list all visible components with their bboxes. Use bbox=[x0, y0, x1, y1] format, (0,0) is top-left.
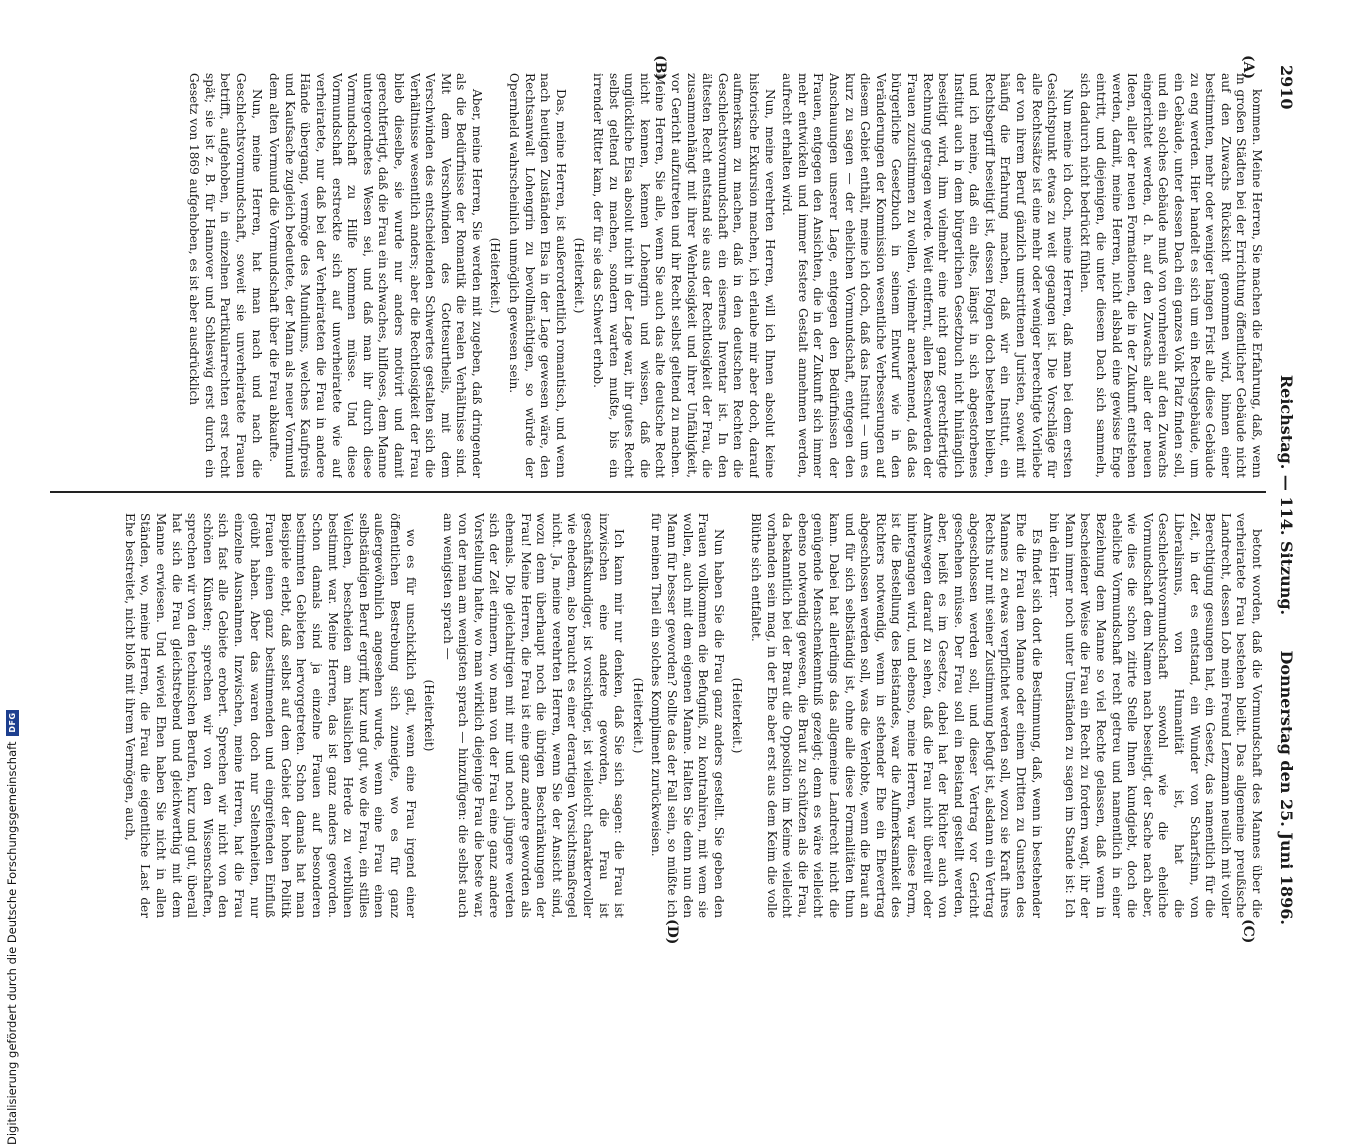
stage-direction: (Heiterkeit.) bbox=[630, 677, 645, 754]
margin-marker-c: (C) bbox=[1240, 919, 1256, 944]
page-number: 2910 bbox=[1277, 65, 1296, 110]
paragraph: Ich kann mir nur denken, daß Sie sich sagen: die Frau ist inzwischen eine andere geworden, die Frau ist geschäftskundiger, ist vorsichtiger, ist vielleicht charaktervoller wie ehedem, also braucht es einer derartigen Vorsichtsmaßregel nicht. Ja, meine verehrten Herren, wenn Sie der Ansicht sind, wozu denn überhaupt noch die übrigen Beschränkungen der Frau! Meine Herren, die Frau ist eine ganz andere geworden als ehemals. Die gleichaltrigen mit mir und noch jüngere werden sich der Zeit erinnern, wo man von der Frau eine ganz andere Vorstellung hatte, wo man wirklich diejenige Frau die beste war, von der man am wenigsten sprach — hinzufügen: die selbst auch am wenigsten sprach — bbox=[440, 513, 627, 918]
paragraph: betont worden, daß die Vormundschaft des Mannes über die verheiratete Frau bestehen bleibt. Das allgemeine preußische Landrecht, dessen Lob mein Freund Lenzmann neulich mit voller Berechtigung gesungen hat, ein Gesetz, das namentlich für die Zeit, in der es entstand, ein Wunder von Scharfsinn, von Liberalismus, von Humanität ist, hat die Geschlechtsvormundschaft sowohl wie die eheliche Vormundschaft dem Namen nach beseitigt, der Sache nach aber, wie dies die schon zitirte Stelle Ihnen kundgiebt, doch die eheliche Vormundschaft recht getreu und namentlich in einer Beziehung dem Manne so viel Rechte gelassen, daß wenn in bescheidener Weise die Frau ein Recht zu fordern wagt, ihr der Mann immer noch unter Umständen zu sagen im Stande ist: Ich bin dein Herr. bbox=[1047, 513, 1264, 918]
margin-marker-b: (B) bbox=[652, 55, 668, 81]
paragraph: kommen. Meine Herren, Sie machen die Erfahrung, daß, wenn in großen Städten bei der Errichtung öffentlicher Gebäude nicht auf den Zuwachs Rücksicht genommen wird, binnen einer bestimmten, mehr oder weniger langen Frist alle diese Gebäude zu eng werden. Hier handelt es sich um ein Rechtsgebäude, um ein Gebäude, unter dessen Dach ein ganzes Volk Platz finden soll, und ein solches Gebäude muß von vornherein auf den Zuwachs eingerichtet werden, d. h. auf den Zuwachs aller der neuen Ideen, aller der neuen Formationen, die in der Zukunft entstehen werden, damit, meine Herren, nicht alsbald eine gewisse Enge eintritt, und diejenigen, die unter diesem Dach sich sammeln, sich dadurch nicht bedrückt fühlen. bbox=[1078, 73, 1264, 478]
session-date: Donnerstag den 25. Juni 1896. bbox=[1277, 650, 1296, 925]
digitization-credit bbox=[2, 445, 22, 1145]
paragraph: Das, meine Herren, ist außerordentlich romantisch, und wenn nach heutigen Zuständen Elsa in der Lage gewesen wäre, den Rechtsanwalt Lohengrin zu bevollmächtigen, so würde der Opernheld wahrscheinlich unmöglich gewesen sein. bbox=[507, 73, 568, 478]
right-column bbox=[54, 513, 1264, 918]
paragraph: Nun meine ich doch, meine Herren, daß man bei dem ersten Gesichtspunkt etwas zu weit gegangen ist. Die Vorschläge für alle Rechtssätze ist eine mehr oder weniger berechtigte Vorliebe der von ihrem Beruf gänzlich umstrittenen Juristen, soweit mit häufig die Erfahrung machen, daß wir ein Institut, ein Rechtsbegriff beseitigt ist, dessen Folgen doch bestehen bleiben, und ich meine, daß ein altes, längst in sich abgestorbenes Institut auch in dem bürgerlichen Gesetzbuch nicht hinlänglich beseitigt wird, ihm vielmehr eine nicht ganz gerechtfertigte Rechnung getragen werde. Weit entfernt, allen Beschwerden der Frauen zuzustimmen zu wollen, vielmehr anerkennend, daß das bürgerliche Gesetzbuch in seinem Entwurf wie in den Veränderungen der Kommission wesentliche Verbesserungen auf diesem Gebiet enthält, meine ich doch, daß das Institut — um es kurz zu sagen — der ehelichen Vormundschaft, entgegen den Anschauungen unserer Lage, entgegen den Bedürfnissen der Frauen, entgegen den Ansichten, die in der Zukunft sich immer mehr entwickeln und immer festere Gestalt annehmen werden, aufrecht erhalten wird. bbox=[780, 73, 1075, 478]
stage-direction: (Heiterkeit.) bbox=[572, 237, 587, 314]
margin-marker-d: (D) bbox=[664, 919, 680, 945]
paragraph: Nun, meine verehrten Herren, will ich Ihnen absolut keine historische Exkursion machen, ich erlaube mir aber doch, darauf aufmerksam zu machen, daß in den deutschen Rechten die Geschlechtsvormundschaft ein eisernes Inventar ist. In den ältesten Recht entstand sie aus der Rechtlosigkeit der Frau, die zusammenhängt mit ihrer Wehrlosigkeit und ihrer Unfähigkeit, vor Gericht aufzutreten und ihr Recht selbst geltend zu machen. Meine Herren, Sie alle, wenn Sie auch das alte deutsche Recht nicht kennen, kennen Lohengrin und wissen, daß die unglückliche Elsa absolut nicht in der Lage war, ihr gutes Recht selbst geltend zu machen, sondern warten mußte, bis ein irrender Ritter kam, der für sie das Schwert erhob. bbox=[591, 73, 777, 478]
page-header bbox=[1270, 55, 1300, 935]
paragraph: Nun, meine Herren, hat man nach und nach die Geschlechtsvormundschaft, soweit sie unverheiratete Frauen betrifft, aufgehoben, in einzelnen Partikularrechten erst recht spät; sie ist z. B. für Hannover und Schleswig erst durch ein Gesetz von 1869 aufgehoben, es ist aber ausdrücklich bbox=[187, 73, 264, 478]
paragraph: wo es für unschicklich galt, wenn eine Frau irgend einer öffentlichen Bestrebung sich zuneigte, wo es für ganz außergewöhnlich angesehen wurde, wenn eine Frau einen selbständigen Beruf ergriff, kurz und gut, wo die Frau, ein stilles Veilchen, bescheiden am häuslichen Herde zu verblühen bestimmt war. Meine Herren, das ist ganz anders geworden. Schon damals sind ja einzelne Frauen auf besonderen bestimmten Gebieten hervorgetreten. Schon damals hat man Beispiele erlebt, daß selbst auf dem Gebiet der hohen Politik Frauen einen ganz bestimmenden und eingreifenden Einfluß geübt haben. Aber das waren doch nur Seltenheiten, nur einzelne Ausnahmen. Inzwischen, meine Herren, hat die Frau sich fast alle Gebiete erobert. Sprechen wir nicht von den schönen Künsten; sprechen wir von den Wissenschaften, sprechen wir von den technischen Berufen, kurz und gut, überall hat sich die Frau gleichstrebend und gleichwerthig mit dem Manne erwiesen. Und wieviel Ehen haben Sie nicht in allen Ständen, wo, meine Herren, die Frau die eigentliche Last der Ehe bestreitet, nicht bloß mit ihrem Vermögen, auch, bbox=[122, 513, 418, 918]
running-head: Reichstag. — 114. Sitzung. bbox=[1277, 374, 1296, 616]
stage-direction: (Heiterkeit.) bbox=[730, 677, 745, 754]
paragraph: Nun haben Sie die Frau ganz anders gestellt. Sie geben den Frauen vollkommen die Befugniß, zu kontrahiren, mit wem sie wollen, auch mit dem eigenen Manne. Halten Sie denn nun den Mann für besser geworden? Sollte das der Fall sein, so müßte ich für meinen Theil ein solches Kompliment zurückweisen. bbox=[649, 513, 726, 918]
column-divider bbox=[50, 491, 1266, 493]
margin-marker-a: (A) bbox=[1240, 55, 1256, 80]
dfg-logo-icon: DFG bbox=[6, 710, 19, 736]
paragraph: Es findet sich dort die Bestimmung, daß, wenn in bestehender Ehe die Frau dem Manne oder einem Dritten zu Gunsten des Mannes zu etwas verpflichtet werden soll, wozu sie Kraft ihres Rechts nur mit seiner Zustimmung befugt ist, alsdann ein Vertrag abgeschlossen werden soll, und dieser Vertrag vor Gericht geschehen müsse. Der Frau soll ein Beistand gestellt werden, aber, heißt es im Gesetze, dabei hat der Richter auch von Amtswegen darauf zu sehen, daß die Frau nicht übereilt oder hintergangen wird, und ebenso, meine Herren, war diese Form, ist die Bestellung des Beistandes, war die Aufmerksamkeit des Richters notwendig, wenn in stehender Ehe ein Ehevertrag abgeschlossen werden soll, was die Verlobte, wenn die Braut an und für sich selbständig ist, ohne alle diese Formalitäten thun kann. Dabei hat allerdings das allgemeine Landrecht nicht die genügende Menschenkenntniß gezeigt; denn es wäre vielleicht ebenso notwendig gewesen, die Braut zu schützen als die Frau, da bekanntlich bei der Braut die Opposition im Keime vielleicht vorhanden sein mag, in der Ehe aber erst aus dem Keim die volle Blüthe sich entfaltet. bbox=[749, 513, 1044, 918]
paragraph: Aber, meine Herren, Sie werden mit zugeben, daß dringender als die Bedürfnisse der Romantik die realen Verhältnisse sind. Mit dem Verschwinden des Gottesurtheils, mit dem Verschwinden des entscheidenden Schwertes gestalten sich die Verhältnisse wesentlich anders; aber die Rechtlosigkeit der Frau blieb dieselbe, sie wurde nur anders motivirt und damit gerechtfertigt, daß die Frau ein schwaches, hilfloses, dem Manne untergeordnetes Wesen sei, und daß man ihr durch diese Vormundschaft zu Hilfe kommen müsse. Und diese Vormundschaft erstreckte sich auf unverheiratete wie auf verheiratete, nur daß bei der Verheirateten die Frau in andere Hände übergang, vermöge des Mundiums, welches Kaufpreis und Kaufsache zugleich bedeutete, der Mann als neuer Vormund dem alten Vormund die Vormundschaft über die Frau abkaufte. bbox=[267, 73, 484, 478]
document-page bbox=[50, 55, 1300, 945]
stage-direction: (Heiterkeit) bbox=[422, 679, 437, 752]
left-column bbox=[54, 73, 1264, 478]
credit-text: Digitalisierung gefördert durch die Deutsche Forschungsgemeinschaft bbox=[5, 741, 19, 1145]
stage-direction: (Heiterkeit.) bbox=[488, 237, 503, 314]
